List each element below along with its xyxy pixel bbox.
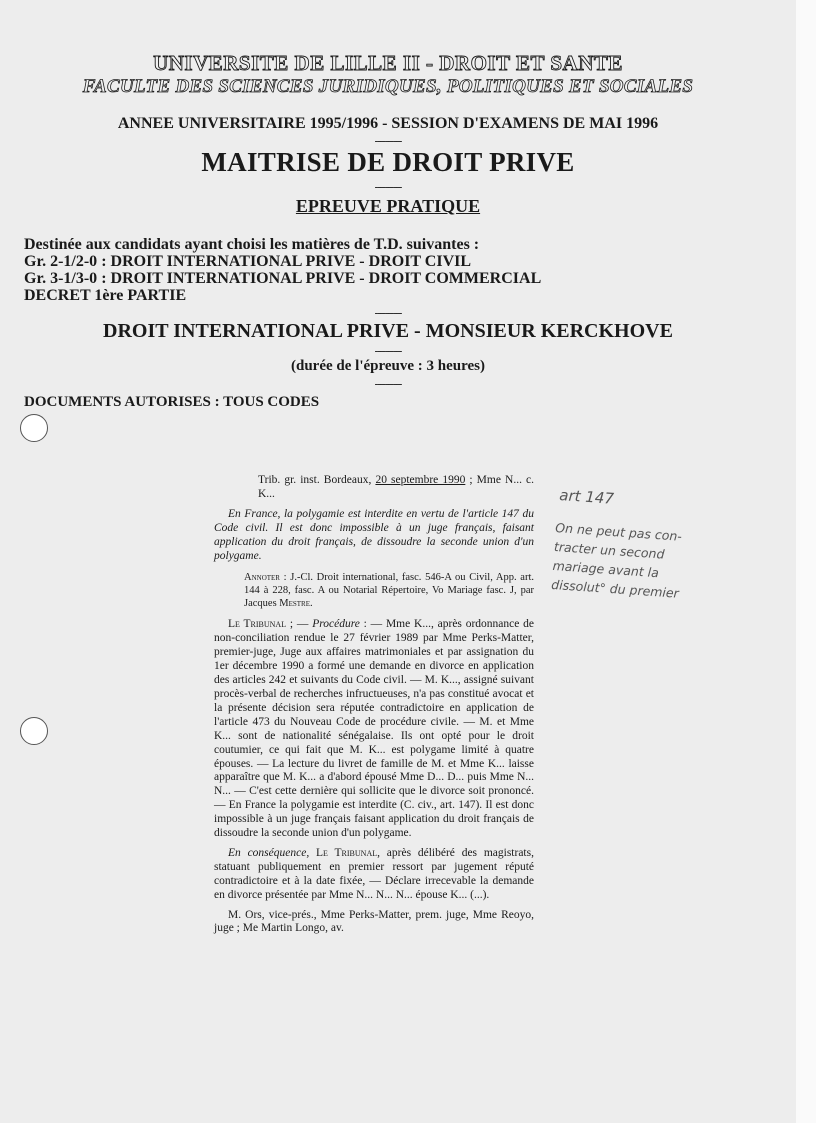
decree-part: DECRET 1ère PARTIE — [24, 287, 187, 304]
ruling-citation: Trib. gr. inst. Bordeaux, 20 septembre 1990 ; Mme N... c. K... — [258, 474, 534, 500]
exam-type: EPREUVE PRATIQUE — [295, 196, 481, 216]
subject-title: DROIT INTERNATIONAL PRIVE - MONSIEUR KERCKHOVE — [103, 320, 673, 342]
group-line — [24, 270, 541, 288]
scan-margin — [796, 0, 816, 1123]
degree-title: MAITRISE DE DROIT PRIVE — [201, 147, 575, 177]
ruling-decision: En conséquence, Le Tribunal, après délibéré des magistrats, statuant publiquement en premier ressort par jugement réputé contradictoire et à la date fixée, — Déclare irrecevable la demande en divorce présentée par Mme N... N... N... épouse K... (...). — [214, 846, 534, 901]
academic-year-session: ANNEE UNIVERSITAIRE 1995/1996 - SESSION D'EXAMENS DE MAI 1996 — [117, 115, 659, 132]
handwritten-note: On ne peut pas con- tracter un second mariage avant la dissolut° du premier — [550, 519, 683, 601]
ruling-body: Le Tribunal ; — Procédure : — Mme K..., après ordonnance de non-conciliation rendue le 27 février 1989 par Mme Perks-Matter, premier-juge, Juge aux affaires matrimoniales et par assignation du 1er décembre 1990 a formé une demande en divorce en application des articles 242 et suivants du Code civil. — M. K..., assigné suivant procès-verbal de recherches infructueuses, n'a pas constitué avocat et la présente décision sera réputée contradictoire en application de l'article 473 du Nouveau Code de procédure civile. — M. et Mme K... sont de nationalité sénégalaise. Ils ont opté pour le droit coutumier, ce qui fait que M. K... est polygame limité à quatre épouses. — La lecture du livret de famille de M. et Mme K... laisse apparaître que M. K... a d'abord épousé Mme D... D... puis Mme N... N... — C'est cette dernière qui sollicite que le divorce soit prononcé. — En France la polygamie est interdite (C. civ., art. 147). Il est donc impossible à un juge français faisant application du droit français de dissoudre la seconde union d'un polygame. — [214, 618, 534, 840]
separator: ---------- — [374, 307, 402, 319]
separator: ---------- — [374, 135, 402, 147]
separator: ---------- — [374, 345, 402, 357]
candidates-intro: Destinée aux candidats ayant choisi les matières de T.D. suivantes : — [24, 236, 480, 253]
exam-duration: (durée de l'épreuve : 3 heures) — [291, 358, 485, 374]
punch-hole — [20, 717, 48, 745]
group-code: Gr. 2-1/2-0 — [24, 253, 98, 270]
ruling-annotation: Annoter : J.-Cl. Droit international, fasc. 546-A ou Civil, App. art. 144 à 228, fasc. A ou Notarial Répertoire, Vo Mariage fasc. J, par Jacques Mestre. — [244, 572, 535, 610]
court-ruling — [214, 474, 534, 936]
group-code: Gr. 3-1/3-0 — [24, 270, 98, 287]
separator: ---------- — [374, 181, 402, 193]
group-line — [24, 253, 471, 271]
punch-hole — [20, 414, 48, 442]
separator: ---------- — [374, 378, 402, 390]
ruling-date: 20 septembre 1990 — [375, 474, 466, 486]
faculty-name: FACULTE DES SCIENCES JURIDIQUES, POLITIQUES ET SOCIALES — [82, 76, 694, 97]
group-subjects: : DROIT INTERNATIONAL PRIVE - DROIT COMMERCIAL — [101, 270, 542, 287]
handwritten-note-article: art 147 — [558, 486, 615, 508]
group-subjects: : DROIT INTERNATIONAL PRIVE - DROIT CIVIL — [101, 253, 472, 270]
university-name: UNIVERSITE DE LILLE II - DROIT ET SANTE — [153, 51, 623, 75]
authorized-documents: DOCUMENTS AUTORISES : TOUS CODES — [24, 394, 320, 410]
ruling-summary: En France, la polygamie est interdite en vertu de l'article 147 du Code civil. Il est donc impossible à un juge français, faisant application du droit français, de dissoudre la seconde union d'un polygame. — [214, 507, 534, 562]
ruling-judges: M. Ors, vice-prés., Mme Perks-Matter, prem. juge, Mme Reoyo, juge ; Me Martin Longo, av. — [214, 908, 534, 935]
